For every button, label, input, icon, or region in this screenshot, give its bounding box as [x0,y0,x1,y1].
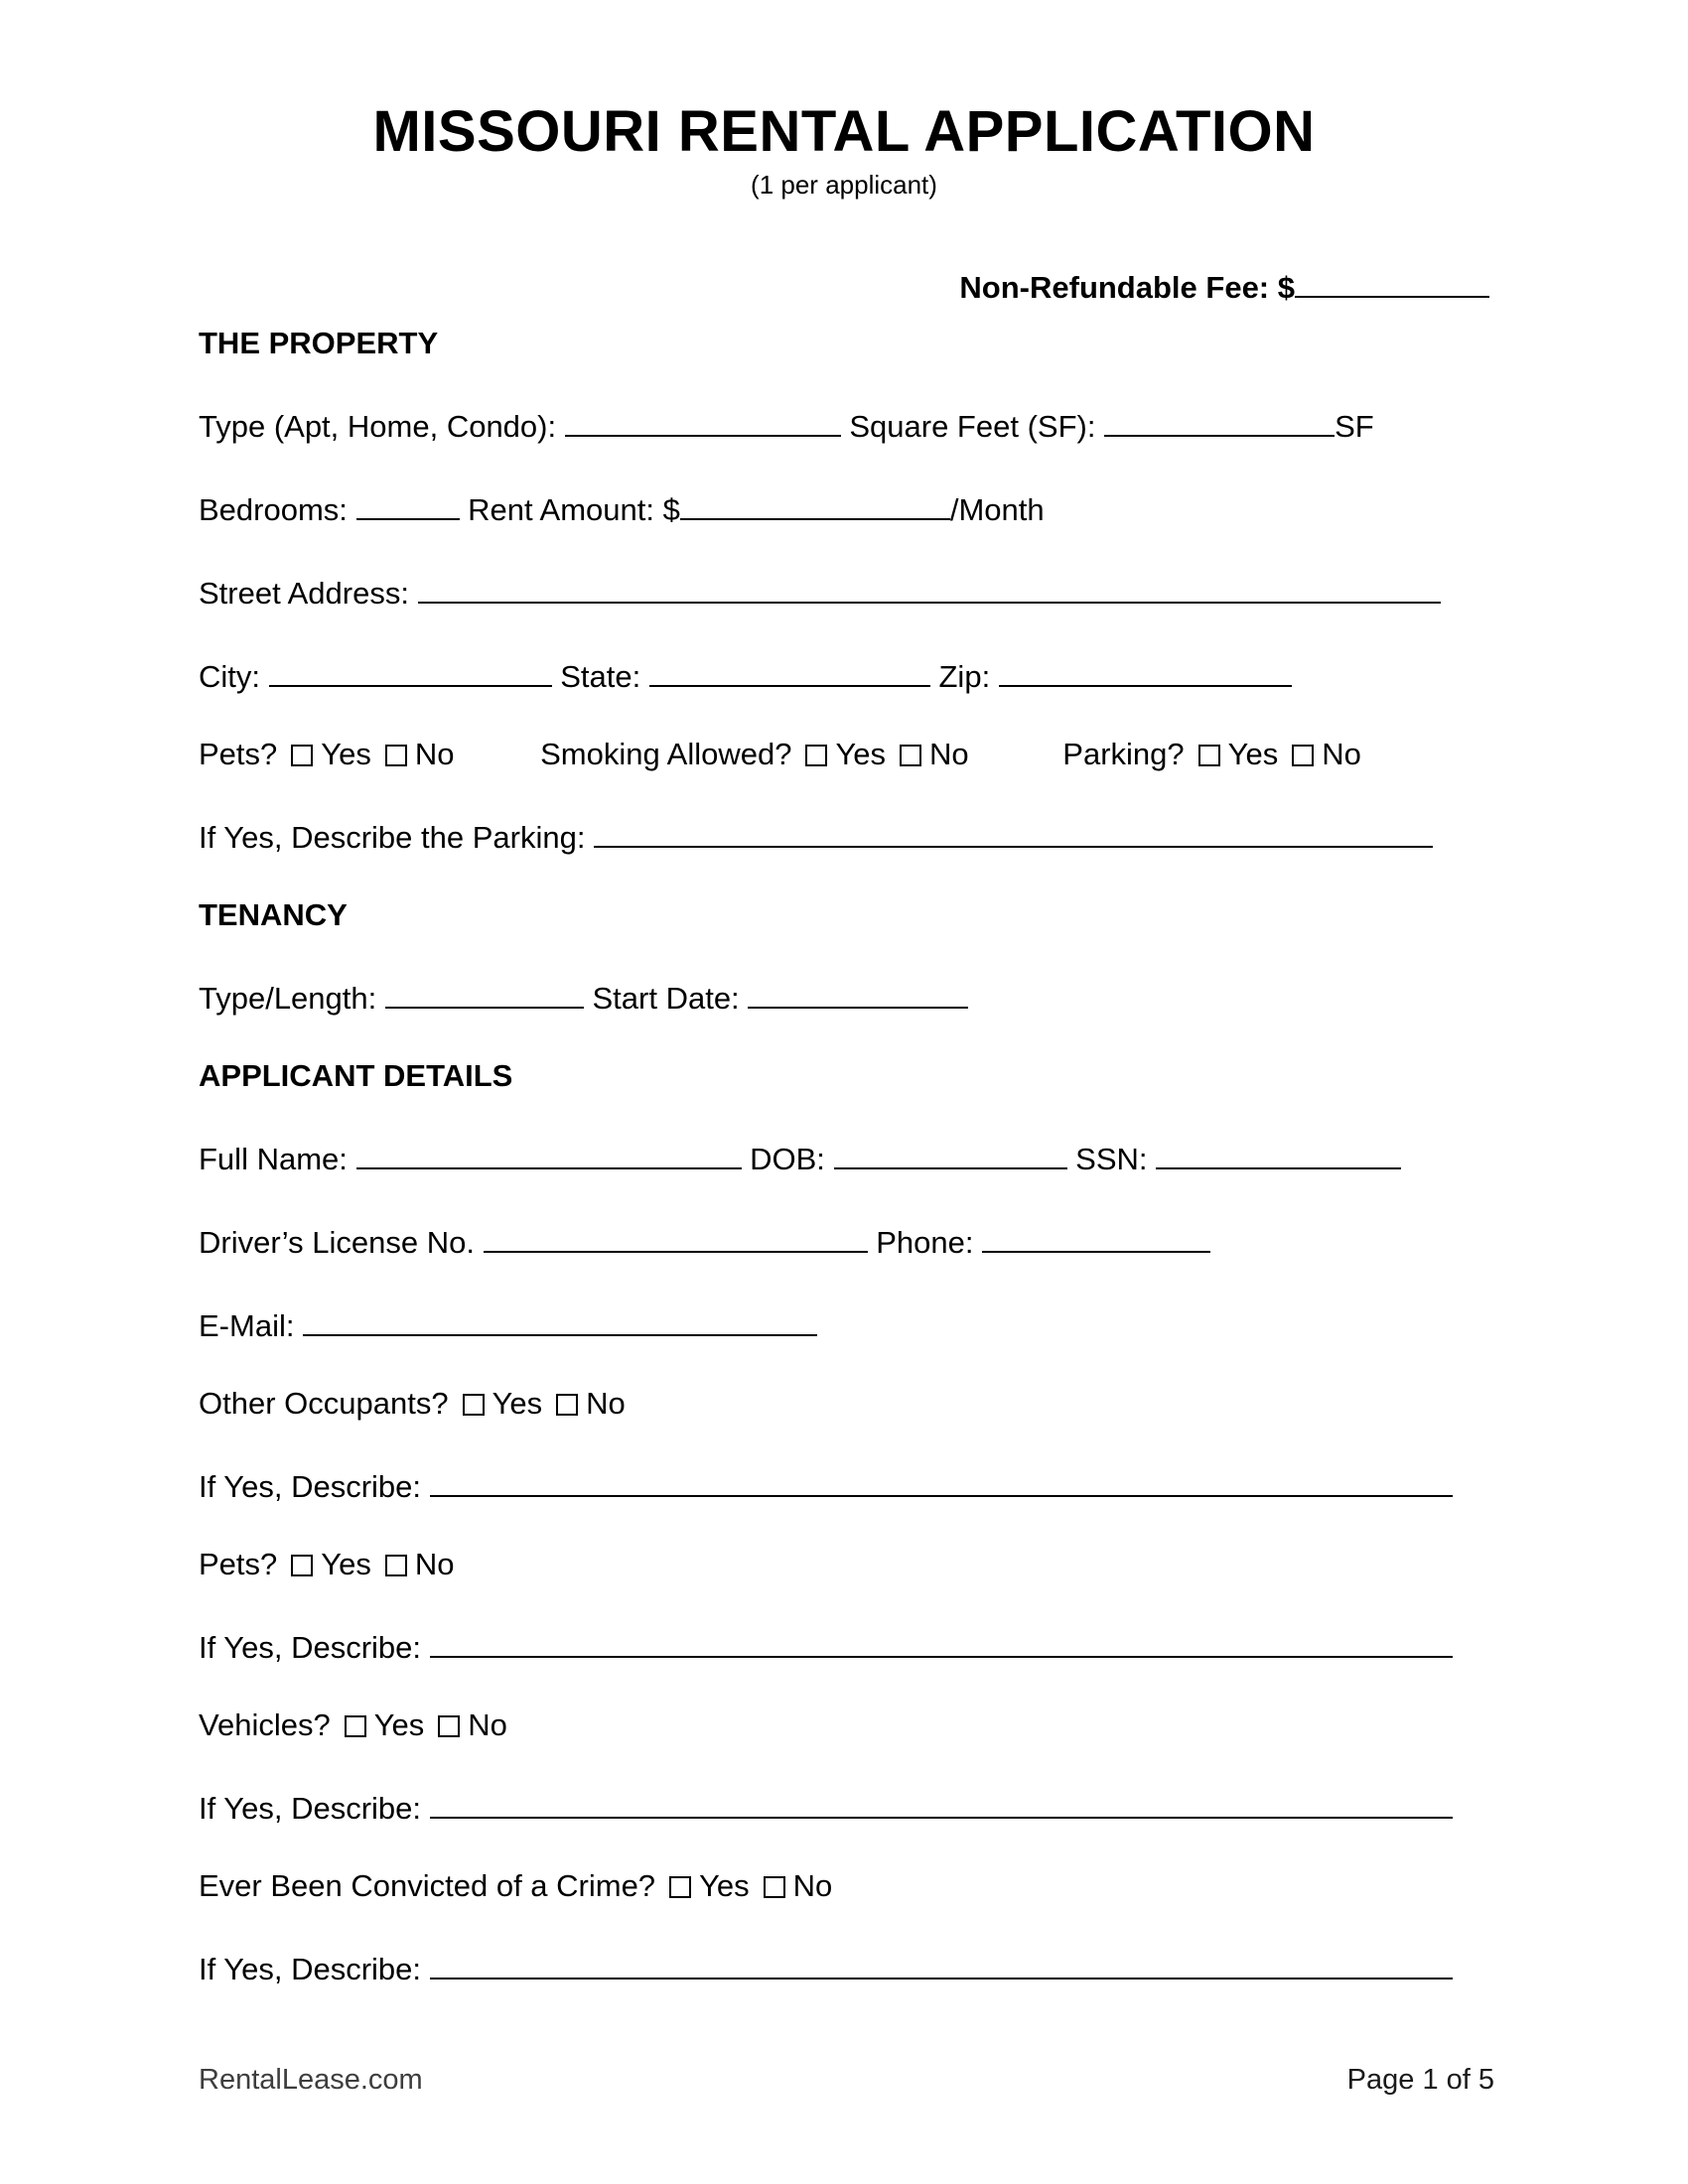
property-yesno-row [199,737,1489,772]
smoking-yes-checkbox[interactable] [805,745,827,766]
footer-page-number: Page 1 of 5 [1346,2064,1494,2096]
crime-describe-row [199,1946,1489,1987]
other-occupants-row [199,1386,1489,1422]
crime-label: Ever Been Convicted of a Crime? [199,1867,656,1903]
vehicles-yes-checkbox[interactable] [345,1715,366,1737]
other-occupants-no-checkbox[interactable] [556,1394,578,1416]
parking-yes-checkbox[interactable] [1198,745,1220,766]
other-occupants-no-label: No [586,1385,626,1421]
property-pets-label: Pets? [199,736,278,771]
rent-amount-suffix: /Month [949,491,1045,527]
parking-no-label: No [1322,736,1361,771]
street-address-field[interactable] [418,570,1441,604]
applicant-pets-group [199,1547,455,1581]
smoking-group [540,737,969,771]
crime-no-label: No [792,1867,833,1903]
property-pets-no-label: No [414,736,455,771]
pets-describe-label: If Yes, Describe: [199,1629,422,1665]
vehicles-row [199,1707,1489,1743]
vehicles-no-label: No [468,1706,507,1742]
email-label: E-Mail: [199,1307,295,1343]
email-field[interactable] [303,1302,817,1336]
street-address-row [199,570,1489,612]
other-occupants-yes-checkbox[interactable] [463,1394,485,1416]
dob-label: DOB: [750,1141,825,1176]
full-name-field[interactable] [356,1136,742,1169]
bedrooms-field[interactable] [356,486,460,520]
pets-describe-row [199,1624,1489,1666]
start-date-field[interactable] [748,975,968,1009]
property-type-label: Type (Apt, Home, Condo): [199,408,557,444]
state-label: State: [560,658,641,694]
type-length-field[interactable] [385,975,584,1009]
square-feet-field[interactable] [1104,403,1335,437]
full-name-label: Full Name: [199,1141,348,1176]
fee-field[interactable] [1295,264,1489,298]
fee-label: Non-Refundable Fee: $ [959,269,1295,305]
city-label: City: [199,658,260,694]
pets-describe-field[interactable] [430,1624,1453,1658]
dob-field[interactable] [834,1136,1067,1169]
applicant-pets-no-checkbox[interactable] [385,1555,407,1576]
phone-field[interactable] [982,1219,1210,1253]
property-pets-yes-checkbox[interactable] [291,745,313,766]
parking-describe-label: If Yes, Describe the Parking: [199,819,586,855]
property-pets-yes-label: Yes [321,736,371,771]
parking-describe-row [199,814,1489,856]
vehicles-label: Vehicles? [199,1706,331,1742]
city-field[interactable] [269,653,552,687]
parking-group [1062,737,1361,771]
vehicles-describe-row [199,1785,1489,1827]
rent-amount-field[interactable] [680,486,950,520]
state-field[interactable] [649,653,930,687]
city-state-zip-row [199,653,1489,695]
crime-yes-label: Yes [699,1867,750,1903]
smoking-no-checkbox[interactable] [900,745,921,766]
vehicles-describe-label: If Yes, Describe: [199,1790,422,1826]
tenancy-row [199,975,1489,1017]
property-pets-no-checkbox[interactable] [385,745,407,766]
fee-row [199,264,1489,306]
footer-website: RentalLease.com [199,2064,423,2096]
ssn-label: SSN: [1075,1141,1148,1176]
type-length-label: Type/Length: [199,980,377,1016]
ssn-field[interactable] [1156,1136,1401,1169]
page-title: MISSOURI RENTAL APPLICATION [372,99,1316,164]
parking-label: Parking? [1062,736,1185,771]
crime-row [199,1868,1489,1904]
applicant-section-heading: APPLICANT DETAILS [199,1057,513,1093]
property-pets-group [199,737,455,771]
rent-amount-label: Rent Amount: $ [468,491,680,527]
crime-group [199,1868,832,1903]
vehicles-describe-field[interactable] [430,1785,1453,1819]
zip-label: Zip: [938,658,991,694]
page-footer [199,2064,1494,2097]
full-name-row [199,1136,1489,1177]
license-phone-row [199,1219,1489,1261]
applicant-pets-yes-checkbox[interactable] [291,1555,313,1576]
applicant-pets-yes-label: Yes [321,1546,371,1581]
other-occupants-group [199,1386,626,1421]
vehicles-yes-label: Yes [373,1706,425,1742]
crime-no-checkbox[interactable] [764,1876,785,1898]
other-occupants-yes-label: Yes [492,1385,543,1421]
drivers-license-label: Driver’s License No. [199,1224,475,1260]
crime-yes-checkbox[interactable] [669,1876,691,1898]
parking-yes-label: Yes [1227,736,1279,771]
square-feet-label: Square Feet (SF): [849,408,1096,444]
vehicles-no-checkbox[interactable] [438,1715,460,1737]
other-occupants-label: Other Occupants? [199,1385,449,1421]
smoking-no-label: No [929,736,969,771]
drivers-license-field[interactable] [484,1219,868,1253]
smoking-yes-label: Yes [835,736,887,771]
street-address-label: Street Address: [199,575,409,611]
property-type-field[interactable] [565,403,841,437]
applicant-pets-row [199,1547,1489,1582]
crime-describe-label: If Yes, Describe: [199,1951,422,1986]
square-feet-suffix: SF [1335,408,1374,444]
tenancy-section-heading: TENANCY [199,896,348,932]
bedrooms-rent-row [199,486,1489,528]
phone-label: Phone: [876,1224,974,1260]
property-section-heading: THE PROPERTY [199,325,439,360]
applicant-pets-label: Pets? [199,1546,278,1581]
bedrooms-label: Bedrooms: [199,491,348,527]
zip-field[interactable] [999,653,1292,687]
parking-describe-field[interactable] [594,814,1433,848]
page-subtitle: (1 per applicant) [751,169,937,200]
start-date-label: Start Date: [592,980,740,1016]
crime-describe-field[interactable] [430,1946,1453,1979]
parking-no-checkbox[interactable] [1292,745,1314,766]
property-type-row [199,403,1489,445]
vehicles-group [199,1707,507,1742]
applicant-pets-no-label: No [414,1546,455,1581]
smoking-label: Smoking Allowed? [540,736,792,771]
occupants-describe-field[interactable] [430,1463,1453,1497]
occupants-describe-row [199,1463,1489,1505]
occupants-describe-label: If Yes, Describe: [199,1468,422,1504]
email-row [199,1302,1489,1344]
